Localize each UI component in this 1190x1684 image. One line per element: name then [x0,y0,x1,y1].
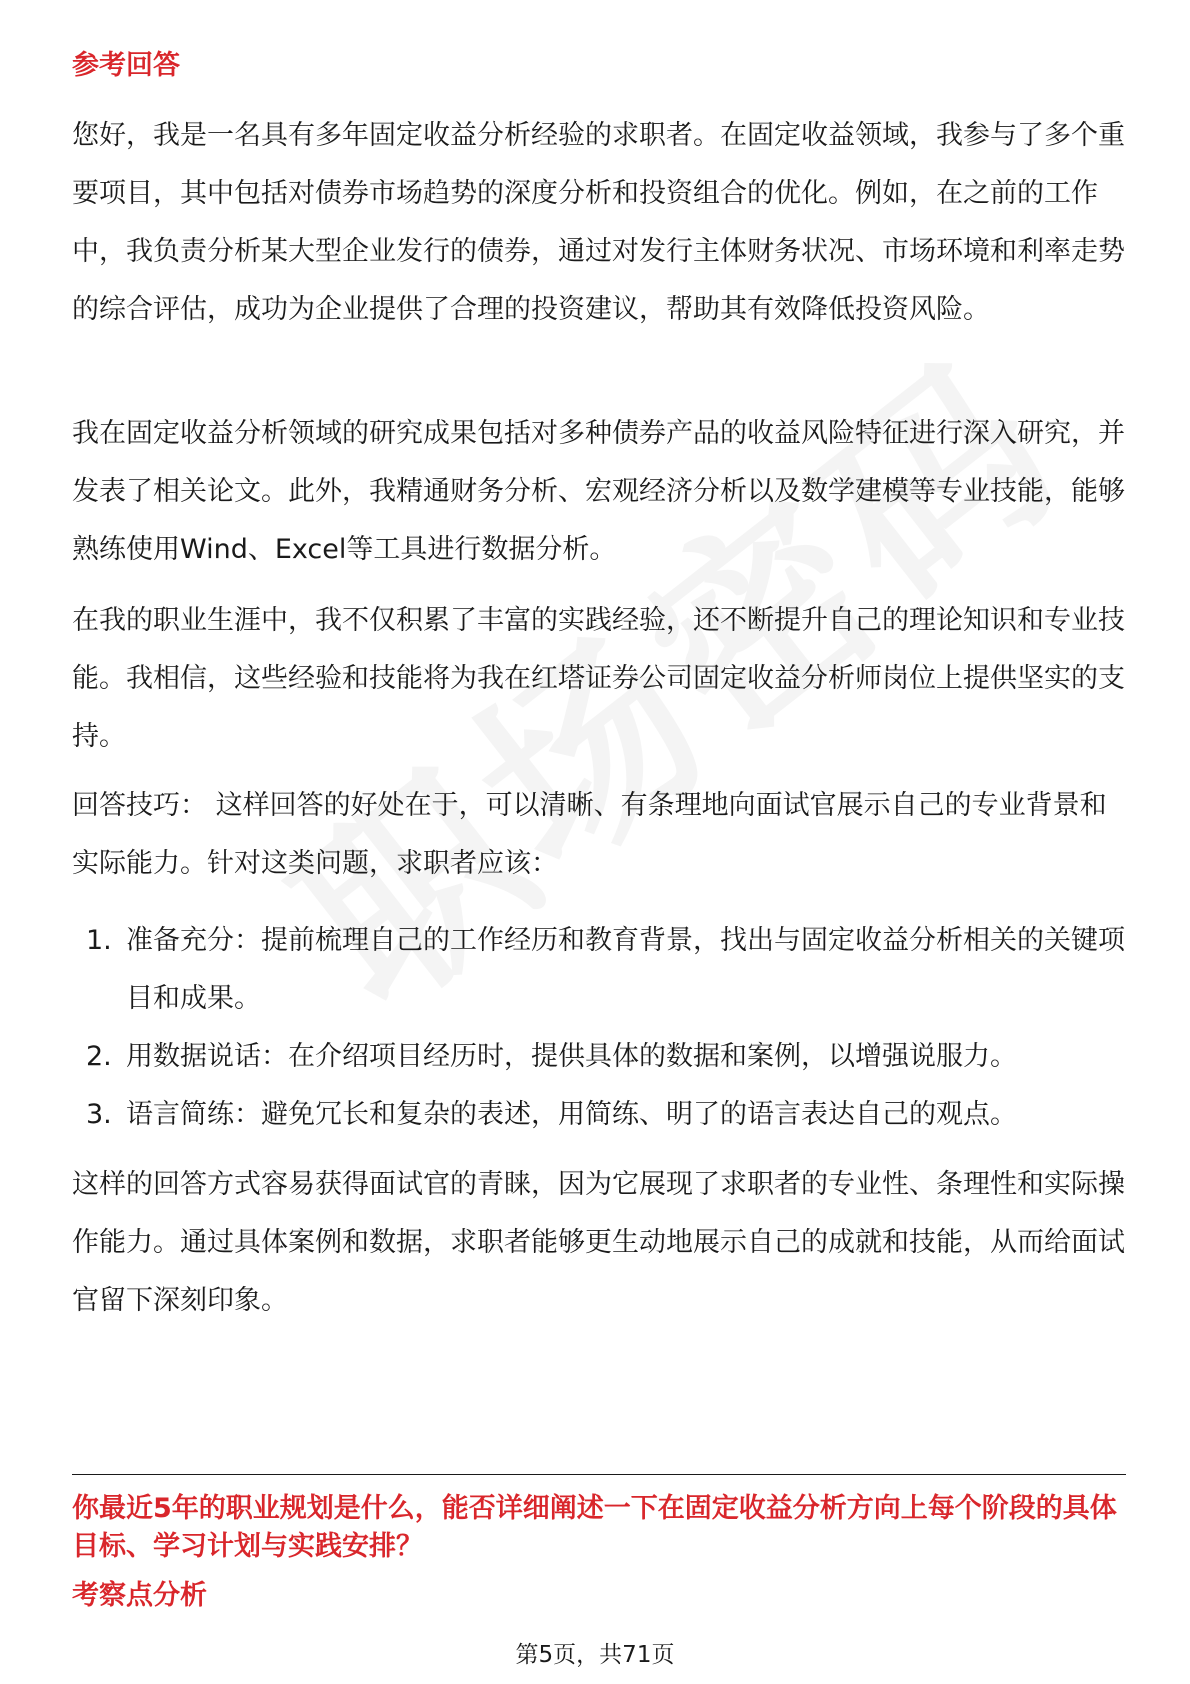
list-text: 语言简练：避免冗长和复杂的表述，用简练、明了的语言表达自己的观点。 [126,1099,1017,1130]
list-item [72,912,1126,1028]
answer-paragraph-1: 您好，我是一名具有多年固定收益分析经验的求职者。在固定收益领域，我参与了多个重要项目，其中包括对债券市场趋势的深度分析和投资组合的优化。例如，在之前的工作中，我负责分析某大型企业发行的债券，通过对发行主体财务状况、市场环境和利率走势的综合评估，成功为企业提供了合理的投资建议，帮助其有效降低投资风险。 [72,120,1125,325]
interview-question: 你最近5年的职业规划是什么，能否详细阐述一下在固定收益分析方向上每个阶段的具体目标、学习计划与实践安排？ [72,1493,1117,1562]
tips-list [72,912,1126,1144]
section-divider [72,1474,1126,1475]
list-text: 准备充分：提前梳理自己的工作经历和教育背景，找出与固定收益分析相关的关键项目和成果。 [126,925,1125,1014]
answer-heading: 参考回答 [72,50,180,81]
answer-paragraph-2: 我在固定收益分析领域的研究成果包括对多种债券产品的收益风险特征进行深入研究，并发表了相关论文。此外，我精通财务分析、宏观经济分析以及数学建模等专业技能，能够熟练使用Wind、Excel等工具进行数据分析。 [72,418,1125,565]
answer-paragraph-3: 在我的职业生涯中，我不仅积累了丰富的实践经验，还不断提升自己的理论知识和专业技能。我相信，这些经验和技能将为我在红塔证券公司固定收益分析师岗位上提供坚实的支持。 [72,605,1125,752]
list-item [72,1028,1126,1086]
tips-paragraph: 回答技巧： 这样回答的好处在于，可以清晰、有条理地向面试官展示自己的专业背景和实际能力。针对这类问题，求职者应该： [72,790,1107,879]
list-item [72,1086,1126,1144]
list-number: 2. [86,1041,112,1072]
page-number: 第5页，共71页 [515,1642,675,1668]
list-number: 3. [86,1099,112,1130]
analysis-heading: 考察点分析 [72,1580,207,1611]
closing-paragraph: 这样的回答方式容易获得面试官的青睐，因为它展现了求职者的专业性、条理性和实际操作能力。通过具体案例和数据，求职者能够更生动地展示自己的成就和技能，从而给面试官留下深刻印象。 [72,1169,1125,1316]
list-number: 1. [86,925,112,956]
list-text: 用数据说话：在介绍项目经历时，提供具体的数据和案例，以增强说服力。 [126,1041,1017,1072]
